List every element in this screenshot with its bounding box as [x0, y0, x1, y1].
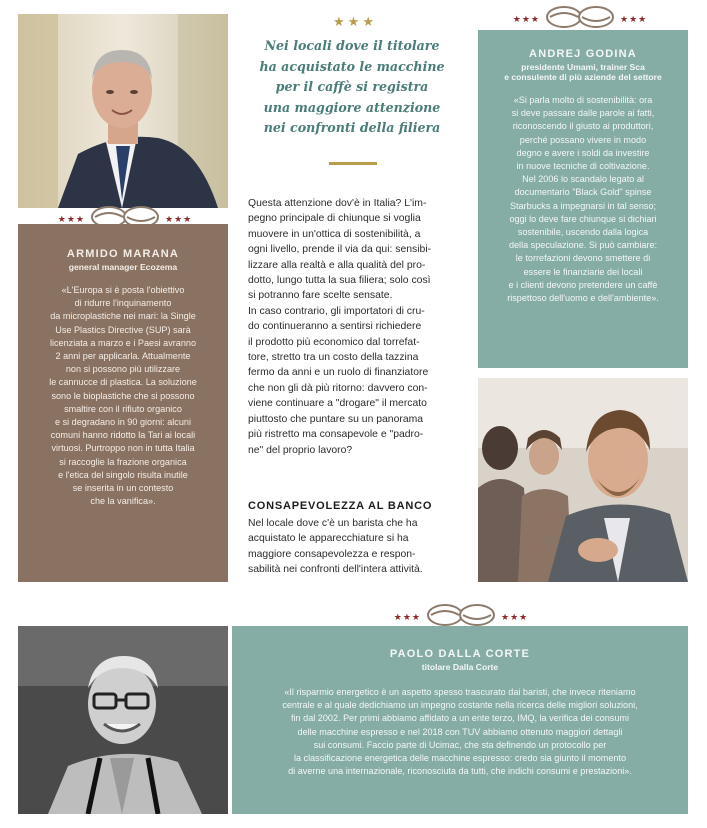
quote-line: 2 anni per applicarla. Attualmente [55, 351, 191, 362]
quote-line: perché possano vivere in modo [519, 134, 647, 145]
quote-line: licenziata a marzo e i Paesi avranno [49, 337, 197, 348]
article-line: maggiore consapevolezza e respon- [248, 548, 416, 560]
star-rating-decoration: ★★★ [393, 611, 421, 622]
quote-line: la classificazione energetica delle macchine espresso: credo sia giunto il momento [293, 753, 627, 764]
quote-line: Use Plastics Directive (SUP) sarà [55, 324, 191, 335]
quote-line: di averne una internazionale, riconosciuta da tutti, che indichi consumi e prestazioni». [288, 766, 632, 777]
person-role: e consulente di più aziende del settore [504, 72, 662, 82]
article-line: muovere in un'ottica di sostenibilità, a [248, 228, 421, 240]
quote-box-armido-marana [18, 224, 228, 582]
section-heading: CONSAPEVOLEZZA AL BANCO [248, 500, 433, 512]
person-role: general manager Ecozema [68, 262, 178, 272]
article-line: lizzare alla realtà e alla qualità del pro- [248, 259, 426, 271]
quote-text [232, 686, 688, 778]
article-line: do continueranno a sentirsi richiedere [248, 321, 422, 333]
star-rating-decoration: ★★★ [57, 213, 85, 224]
quote-line: comuni hanno ridotto la Tari ai locali [50, 430, 196, 441]
pull-quote [252, 36, 452, 139]
pull-quote-line: nei confronti della filiera [263, 120, 441, 136]
quote-line: Starbucks a impegnarsi in tal senso; [509, 200, 657, 211]
quote-line: le torrefazioni devono smettere di [515, 253, 651, 264]
quote-line: da microplastiche nei mari: la Single [50, 311, 196, 322]
photo-paolo-dalla-corte [18, 626, 228, 814]
star-rating-decoration: ★★★ [165, 213, 193, 224]
quote-line: della speculazione. Si può cambiare: [508, 240, 658, 251]
quote-line: che la vanifica». [90, 496, 156, 507]
quote-line: sostenibile, uscendo dalla logica [517, 227, 649, 238]
article-line: viene continuare a "drogare" il mercato [248, 398, 427, 410]
pull-quote-rule [329, 162, 377, 165]
quote-text [18, 284, 228, 508]
person-name: ANDREJ GODINA [529, 48, 637, 60]
article-line: fermo da anni e un ruolo di finanziatore [248, 367, 429, 379]
quote-line: se inserita in un contesto [72, 483, 174, 494]
quote-line: sono le bioplastiche che si possono [51, 390, 195, 401]
quote-line: riconoscendo il giusto ai produttori, [512, 121, 654, 132]
person-name: PAOLO DALLA CORTE [389, 648, 531, 660]
article-line: si potranno fare scelte sensate. [248, 290, 393, 302]
article-line: il prodotto più economico dal torrefat- [248, 336, 420, 348]
pull-quote-line: per il caffè si registra [275, 79, 429, 95]
article-paragraph-2 [248, 516, 470, 578]
person-role: titolare Dalla Corte [421, 662, 499, 672]
quote-line: in nuove tecniche di coltivazione. [516, 161, 650, 172]
quote-line: le cannucce di plastica. La soluzione [49, 377, 197, 388]
article-line: più ristretto ma consapevole e "padro- [248, 429, 424, 441]
article-line: ne" del proprio lavoro? [248, 444, 353, 456]
article-line: dotto, lungo tutta la sua filiera; solo così [248, 275, 431, 287]
quote-line: «Il risparmio energetico è un aspetto spesso trascurato dai baristi, che invece riteniamo [284, 687, 636, 697]
article-line: Nel locale dove c'è un barista che ha [248, 518, 418, 529]
article-paragraph-1 [248, 196, 470, 458]
quote-box-paolo-dalla-corte [232, 626, 688, 814]
quote-line: smaltire con il rifiuto organico [64, 403, 182, 414]
quote-line: essere le finanziarie dei locali [523, 266, 643, 277]
quote-line: delle macchine espresso e nel 2018 con TUV abbiamo ottenuto maggiori dettagli [297, 726, 623, 737]
article-line: pegno principale di chiunque si voglia [248, 213, 421, 225]
quote-line: virtuosi. Purtroppo non in tutta Italia [51, 443, 195, 454]
quote-line: Nel 2006 lo scandalo legato al [522, 174, 644, 185]
article-line: che non gli dà più ritorno: davvero con- [248, 382, 428, 394]
quote-line: degno e avere i soldi da investire [516, 147, 650, 158]
quote-box-andrej-godina [478, 30, 688, 368]
article-line: piuttosto che puntare su un panorama [248, 413, 424, 425]
quote-line: non si possono più utilizzare [65, 364, 181, 375]
quote-line: documentario "Black Gold" spinse [514, 187, 652, 198]
quote-text [478, 94, 688, 305]
quote-line: centrale e al quale dedichiamo un impegno costante nella ricerca delle migliori soluzioni, [282, 700, 638, 711]
pull-quote-line: Nei locali dove il titolare [264, 38, 440, 53]
article-line: ogni livello, prende il via da qui: sensibi- [248, 244, 432, 256]
person-name: ARMIDO MARANA [66, 248, 180, 260]
person-role: presidente Umami, trainer Sca [521, 62, 645, 72]
quote-line: rispettoso dell'uomo e dell'ambiente». [507, 293, 659, 304]
star-rating-decoration: ★★★ [512, 13, 540, 24]
article-line: sabilità nei confronti dell'intera attività. [248, 564, 423, 576]
quote-line: di ridurre l'inquinamento [74, 298, 172, 309]
article-line: acquistato le apparecchiature si ha [248, 533, 409, 545]
star-rating-decoration: ★★★ [501, 611, 529, 622]
photo-armido-marana [18, 14, 228, 208]
pull-quote-stars: ★★★ [333, 14, 377, 29]
quote-line: fin dal 2002. Per primi abbiamo affidato a un ente terzo, IMQ, la verifica dei consumi [291, 713, 629, 724]
pull-quote-line: ha acquistato le macchine [259, 58, 445, 74]
quote-line: e l'etica del singolo risulta inutile [58, 469, 188, 480]
quote-line: e i clienti devono pretendere un caffè [508, 279, 658, 290]
ornament-divider [510, 6, 650, 32]
star-rating-decoration: ★★★ [620, 13, 648, 24]
quote-line: oggi lo deve fare chiunque si dichiari [509, 213, 657, 224]
quote-line: sui consumi. Faccio parte di Ucimac, che sta definendo un protocollo per [313, 739, 607, 750]
quote-line: e si degradano in 90 giorni: alcuni [55, 417, 191, 428]
quote-line: «L'Europa si è posta l'obiettivo [61, 285, 185, 295]
article-line: Questa attenzione dov'è in Italia? L'im- [248, 198, 427, 209]
quote-line: «Si parla molto di sostenibilità: ora [513, 95, 653, 105]
quote-line: si deve passare dalle parole ai fatti, [511, 108, 655, 119]
pull-quote-line: una maggiore attenzione [263, 99, 441, 115]
article-line: In caso contrario, gli importatori di cru- [248, 305, 425, 317]
quote-line: si raccoglie la frazione organica [59, 456, 187, 467]
article-line: tore, stretto tra un costo della tazzina [248, 352, 419, 364]
photo-andrej-godina [478, 378, 688, 582]
